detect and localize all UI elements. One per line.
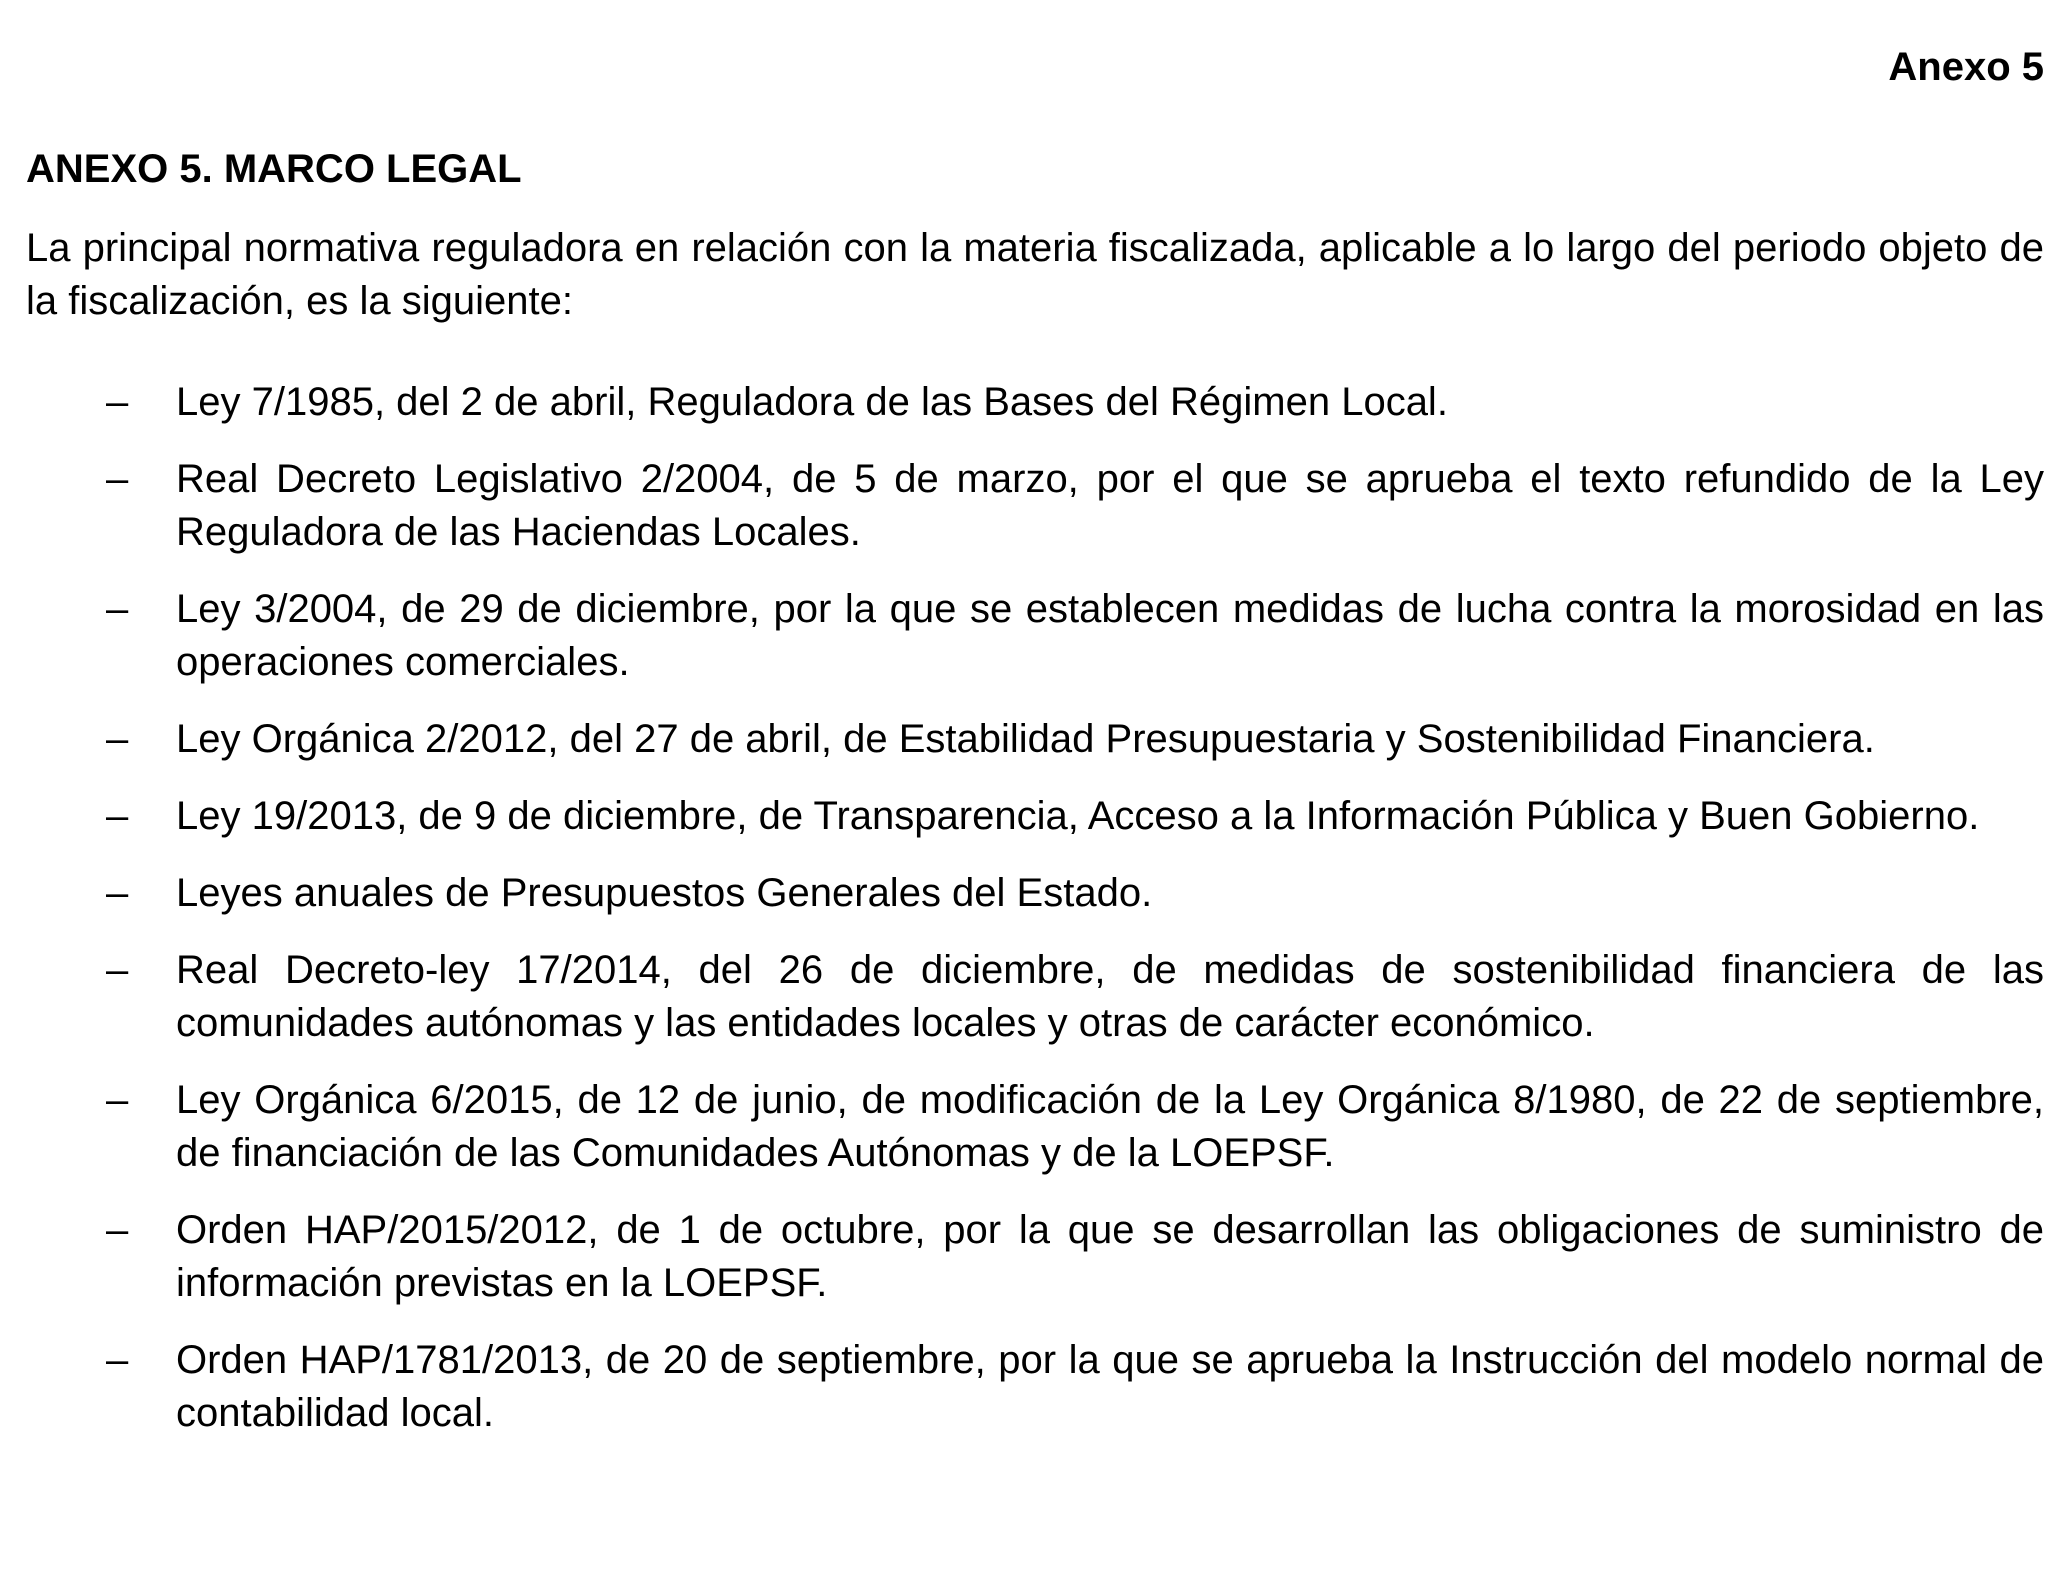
law-text: Ley 3/2004, de 29 de diciembre, por la que se establecen medidas de lucha contra la morosidad en las operaciones comerciales. bbox=[176, 587, 2044, 684]
law-text: Ley 19/2013, de 9 de diciembre, de Transparencia, Acceso a la Información Pública y Buen Gobierno. bbox=[176, 794, 1980, 838]
list-item bbox=[26, 1334, 2044, 1440]
list-item bbox=[26, 944, 2044, 1050]
dash-bullet: – bbox=[106, 871, 129, 915]
dash-bullet: – bbox=[106, 794, 129, 838]
list-item bbox=[26, 1204, 2044, 1310]
law-text: Leyes anuales de Presupuestos Generales del Estado. bbox=[176, 871, 1153, 915]
law-text: Ley Orgánica 6/2015, de 12 de junio, de modificación de la Ley Orgánica 8/1980, de 22 de septiembre, de financiación de las Comunidades Autónomas y de la LOEPSF. bbox=[176, 1078, 2044, 1175]
list-item bbox=[26, 713, 2044, 766]
law-text: Orden HAP/1781/2013, de 20 de septiembre, por la que se aprueba la Instrucción del modelo normal de contabilidad local. bbox=[176, 1338, 2044, 1435]
list-item bbox=[26, 583, 2044, 689]
law-text: Real Decreto-ley 17/2014, del 26 de diciembre, de medidas de sostenibilidad financiera de las comunidades autónomas y las entidades locales y otras de carácter económico. bbox=[176, 948, 2044, 1045]
dash-bullet: – bbox=[106, 717, 129, 761]
dash-bullet: – bbox=[106, 587, 129, 631]
list-item bbox=[26, 790, 2044, 843]
dash-bullet: – bbox=[106, 380, 129, 424]
dash-bullet: – bbox=[106, 457, 129, 501]
law-text: Ley 7/1985, del 2 de abril, Reguladora de las Bases del Régimen Local. bbox=[176, 380, 1448, 424]
list-item bbox=[26, 453, 2044, 559]
annex-label: Anexo 5 bbox=[1888, 45, 2044, 89]
section-title: ANEXO 5. MARCO LEGAL bbox=[26, 147, 522, 191]
law-list bbox=[26, 376, 2044, 1464]
list-item bbox=[26, 376, 2044, 429]
law-text: Real Decreto Legislativo 2/2004, de 5 de marzo, por el que se aprueba el texto refundido de la Ley Reguladora de las Haciendas Locales. bbox=[176, 457, 2044, 554]
intro-paragraph: La principal normativa reguladora en relación con la materia fiscalizada, aplicable a lo largo del periodo objeto de la fiscalización, es la siguiente: bbox=[26, 226, 2044, 323]
dash-bullet: – bbox=[106, 1338, 129, 1382]
dash-bullet: – bbox=[106, 1078, 129, 1122]
law-text: Orden HAP/2015/2012, de 1 de octubre, por la que se desarrollan las obligaciones de suministro de información previstas en la LOEPSF. bbox=[176, 1208, 2044, 1305]
dash-bullet: – bbox=[106, 948, 129, 992]
list-item bbox=[26, 1074, 2044, 1180]
law-text: Ley Orgánica 2/2012, del 27 de abril, de Estabilidad Presupuestaria y Sostenibilidad Financiera. bbox=[176, 717, 1875, 761]
dash-bullet: – bbox=[106, 1208, 129, 1252]
list-item bbox=[26, 867, 2044, 920]
